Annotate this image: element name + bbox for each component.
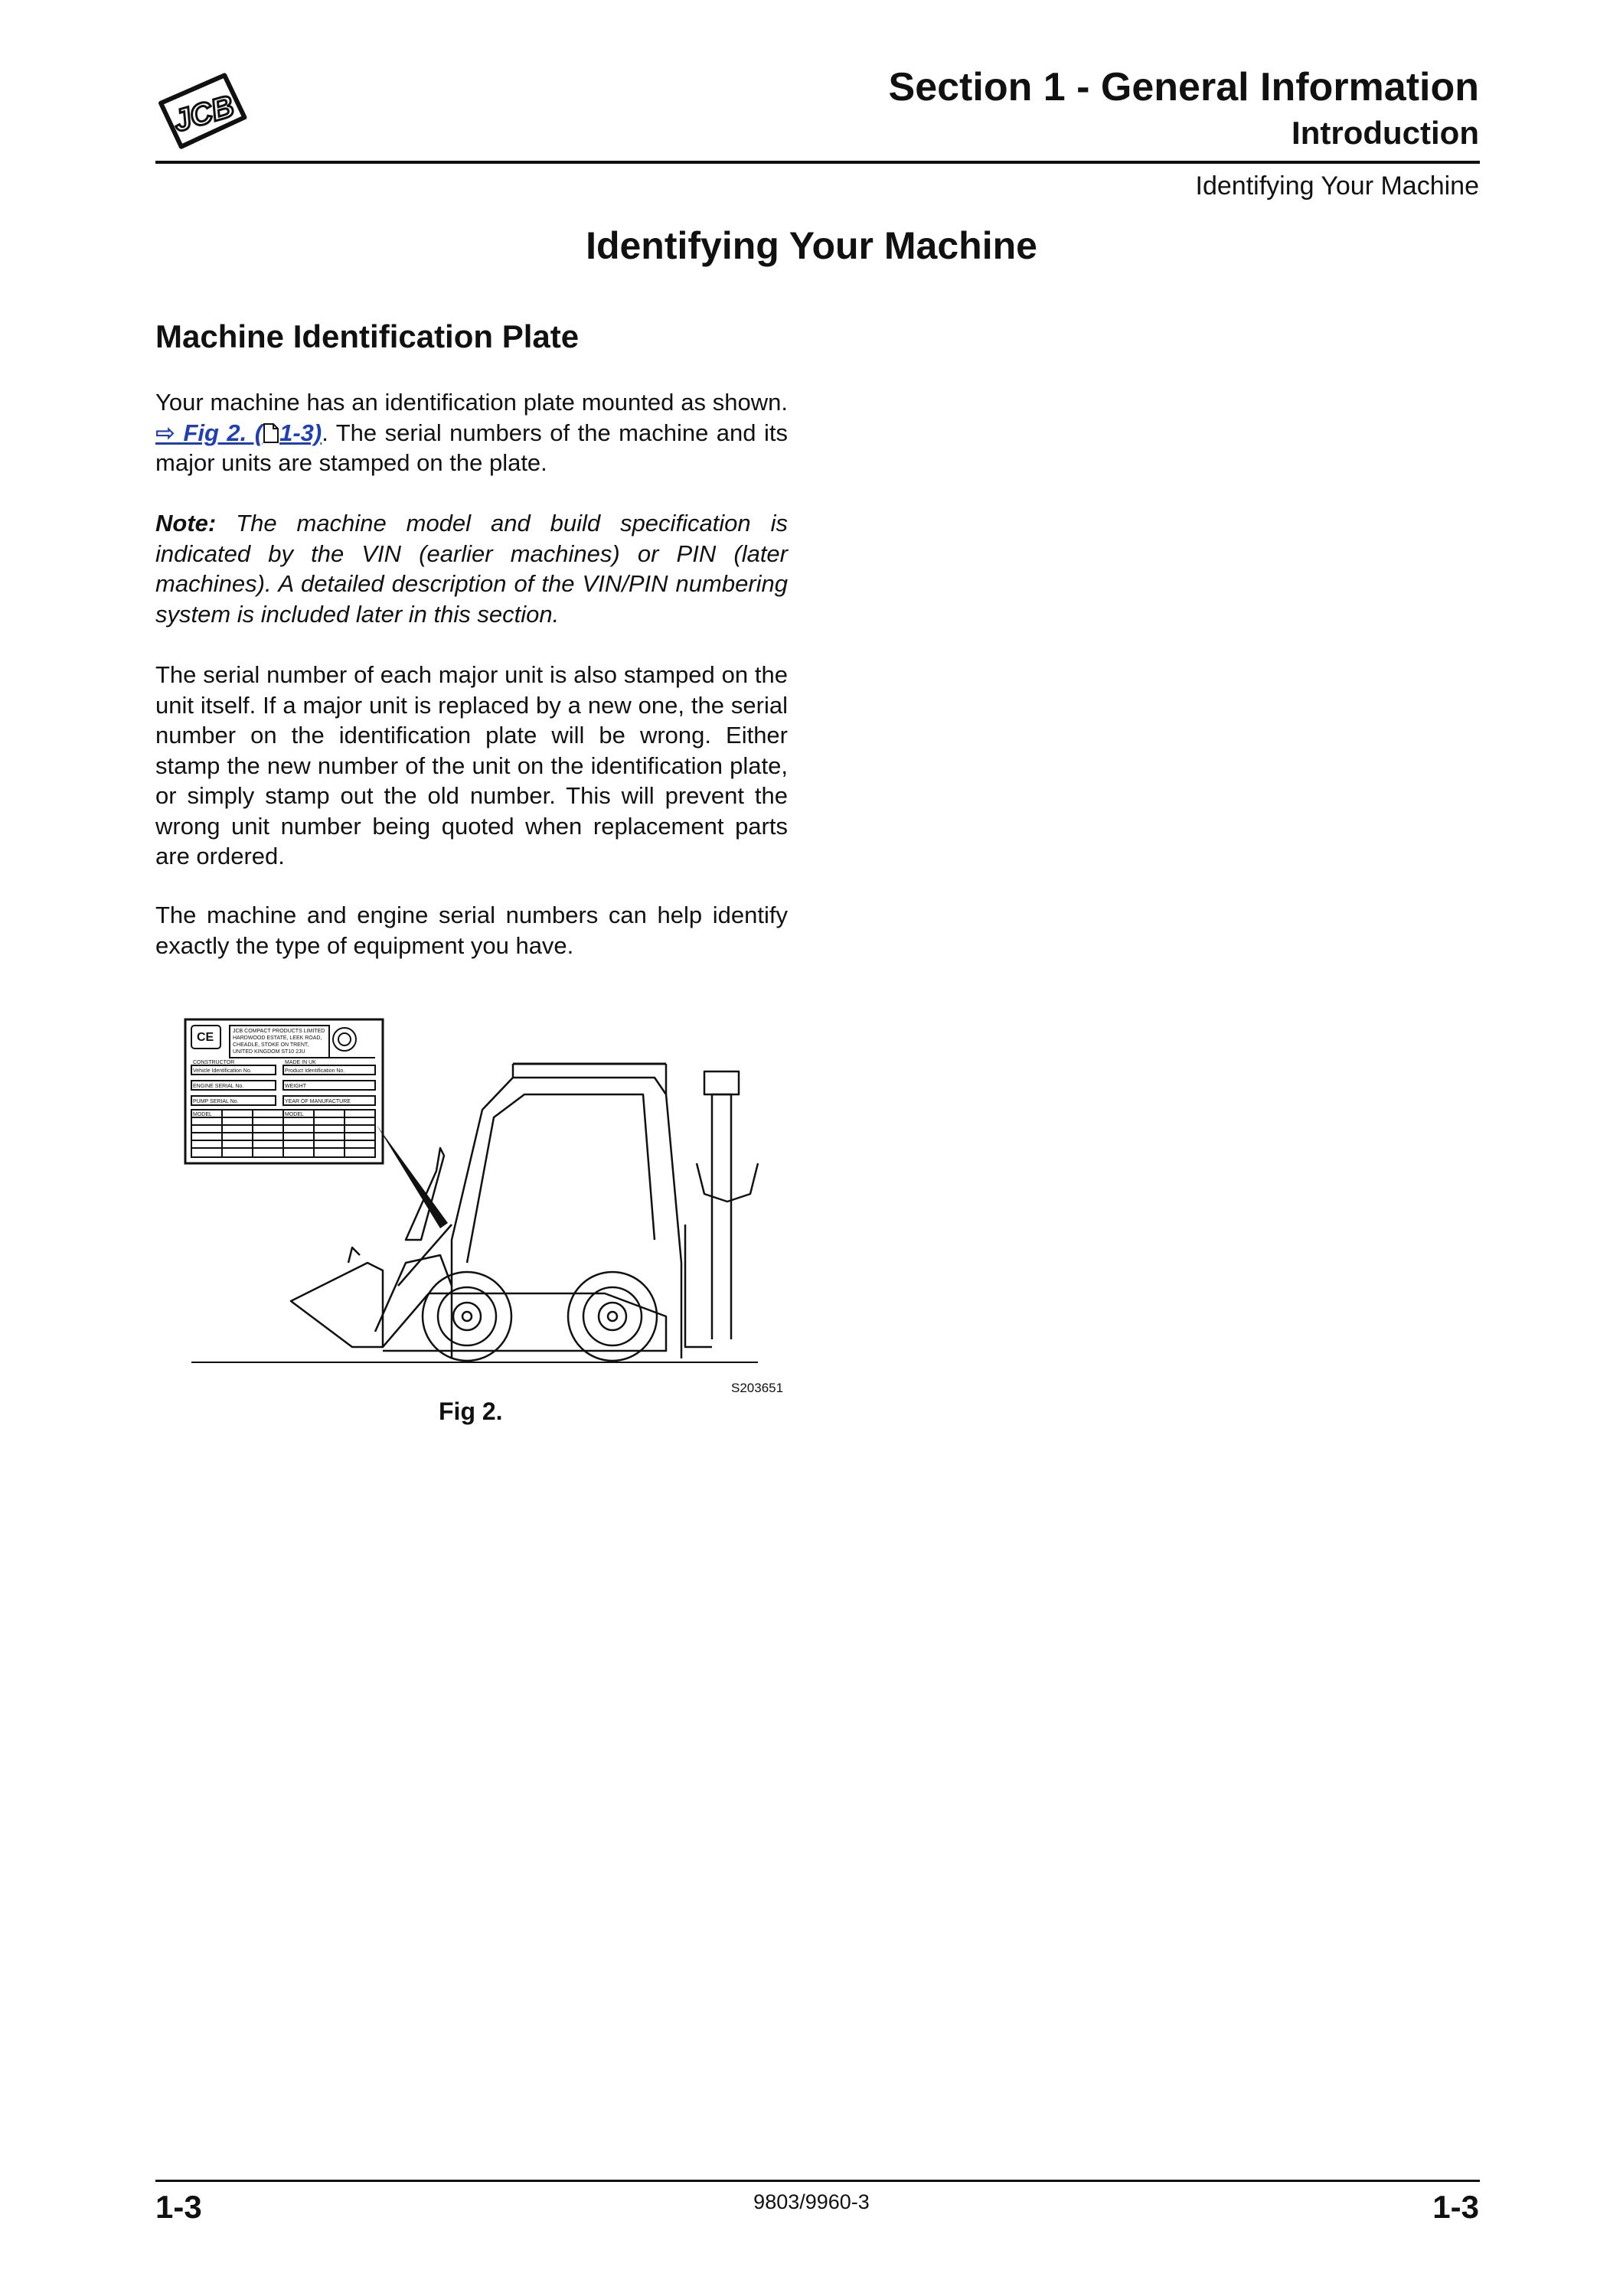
document-number: 9803/9960-3 xyxy=(753,2190,870,2213)
wheels xyxy=(423,1272,657,1361)
paragraph-intro xyxy=(155,387,788,478)
rear-bracket xyxy=(697,1163,758,1202)
note-text: The machine model and build specification is indicated by the VIN (earlier machines) or PIN (later machines). A detailed description of the VIN/PIN numbering system is included later in this section. xyxy=(155,510,788,628)
plate-label-pump-serial: PUMP SERIAL No. xyxy=(193,1099,239,1104)
plate-label-model-right: MODEL xyxy=(285,1112,304,1117)
figure-caption: Fig 2. xyxy=(439,1397,503,1425)
rear-tower xyxy=(712,1094,731,1339)
section-title: Section 1 - General Information xyxy=(888,65,1479,109)
machine-illustration xyxy=(176,1010,789,1378)
front-wheel xyxy=(423,1272,511,1361)
paragraph-equipment-type: The machine and engine serial numbers can help identify exactly the type of equipment you have. xyxy=(155,902,788,959)
figure-code: S203651 xyxy=(731,1381,784,1395)
page-number-right: 1-3 xyxy=(1432,2189,1479,2225)
intro-text-end: . The serial numbers of the machine and its major units are stamped on the plate. xyxy=(155,419,788,476)
paragraph-serial-numbers: The serial number of each major unit is also stamped on the unit itself. If a major unit is replaced by a new one, the serial number on the identification plate will be wrong. Either stamp the new number of the unit on the identification plate, or simply stamp out the old number. This will prevent the wrong unit number being quoted when replacement parts are ordered. xyxy=(155,661,788,869)
logo-lettering: JCB xyxy=(169,89,238,139)
note-paragraph xyxy=(155,508,788,629)
breadcrumb: Identifying Your Machine xyxy=(1195,171,1479,201)
plate-label-constructor: CONSTRUCTOR xyxy=(193,1060,235,1065)
arrow-icon: ⇨ xyxy=(155,419,175,446)
bucket xyxy=(291,1263,383,1347)
header-divider xyxy=(155,161,1480,164)
plate-label-engine-serial: ENGINE SERIAL No. xyxy=(193,1084,244,1089)
plate-label-weight: WEIGHT xyxy=(285,1084,306,1089)
plate-line-1: JCB COMPACT PRODUCTS LIMITED xyxy=(233,1029,325,1034)
note-label: Note: xyxy=(155,510,217,536)
plate-line-2: HARDWOOD ESTATE, LEEK ROAD, xyxy=(233,1035,322,1041)
plate-pointer xyxy=(377,1125,448,1228)
subsection-title: Introduction xyxy=(1292,115,1479,151)
jcb-logo xyxy=(157,69,249,153)
intro-text-start: Your machine has an identification plate mounted as shown. xyxy=(155,389,788,416)
plate-label-year: YEAR OF MANUFACTURE xyxy=(285,1099,351,1104)
fig-link-page: 1-3) xyxy=(279,419,322,446)
lift-cylinder xyxy=(398,1225,452,1286)
section-heading: Machine Identification Plate xyxy=(155,318,580,354)
plate-line-3: CHEADLE, STOKE ON TRENT, xyxy=(233,1042,309,1048)
cab-frame xyxy=(452,1078,681,1358)
plate-label-model-left: MODEL xyxy=(193,1112,212,1117)
machine-figure xyxy=(176,1010,789,1378)
page-icon xyxy=(263,419,279,446)
plate-label-vin: Vehicle Identification No. xyxy=(193,1068,252,1074)
plate-emblem xyxy=(333,1028,356,1051)
plate-line-4: UNITED KINGDOM ST10 2JU xyxy=(233,1049,305,1055)
fig-link-label: Fig 2. ( xyxy=(183,419,263,446)
footer-divider xyxy=(155,2180,1480,2182)
rear-wheel xyxy=(568,1272,657,1361)
page-title: Identifying Your Machine xyxy=(586,224,1037,267)
plate-label-pin: Product Identification No. xyxy=(285,1068,345,1074)
plate-label-made-in: MADE IN UK xyxy=(285,1060,316,1065)
ce-mark: CE xyxy=(197,1031,214,1044)
cab-window xyxy=(467,1094,655,1263)
fig-2-link[interactable] xyxy=(155,419,322,446)
page-number-left: 1-3 xyxy=(155,2189,202,2225)
